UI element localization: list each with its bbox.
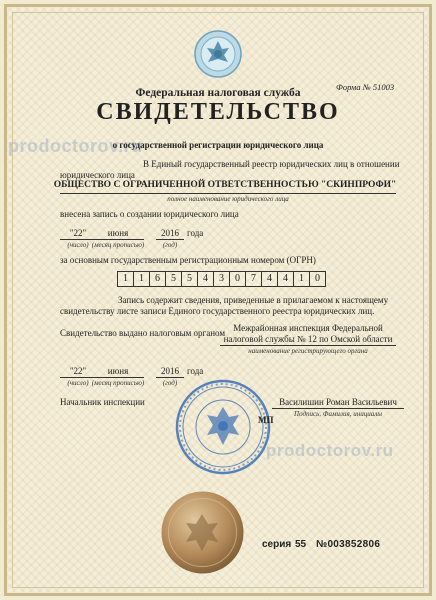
- official-stamp-icon: [173, 377, 273, 477]
- authority-caption: наименование регистрирующего органа: [248, 347, 368, 355]
- ogrn-number: [117, 271, 325, 287]
- fns-emblem-icon: [193, 29, 243, 79]
- creation-day-line: [60, 239, 96, 240]
- issue-month-line: [92, 377, 144, 378]
- authority-line-2: налоговой службы № 12 по Омской области: [223, 334, 393, 344]
- authority-line-1: Межрайонная инспекция Федеральной: [233, 323, 383, 333]
- creation-day-caption: (число): [67, 241, 89, 249]
- head-title: Начальник инспекции: [60, 397, 145, 407]
- creation-month: июня: [107, 228, 129, 238]
- ogrn-digit: 4: [277, 271, 294, 287]
- issue-year-caption: (год): [162, 379, 178, 387]
- issued-by-label: Свидетельство выдано налоговым органом: [60, 328, 226, 338]
- document-title: СВИДЕТЕЛЬСТВО: [96, 99, 340, 125]
- series-code: 55: [295, 539, 307, 550]
- watermark-top: prodoctorov.ru: [8, 136, 143, 156]
- hologram-seal-icon: [160, 490, 245, 575]
- note-line-1: Запись содержит сведения, приведенные в прилагаемом к настоящему: [118, 295, 389, 305]
- series-number: №003852806: [316, 539, 381, 550]
- creation-day: "22": [69, 228, 87, 238]
- ogrn-digit: 0: [229, 271, 246, 287]
- seal-place-mark: МП: [258, 415, 274, 425]
- ogrn-digit: 1: [133, 271, 150, 287]
- series-label: серия: [262, 539, 292, 550]
- ogrn-digit: 1: [117, 271, 134, 287]
- watermark-bottom: prodoctorov.ru: [266, 441, 394, 460]
- intro-line-1: В Единый государственный реестр юридических лиц в отношении: [143, 159, 400, 169]
- issue-month: июня: [107, 366, 129, 376]
- document-subtitle: о государственной регистрации юридического лица: [112, 140, 324, 150]
- company-name: ОБЩЕСТВО С ОГРАНИЧЕННОЙ ОТВЕТСТВЕННОСТЬЮ "СКИНПРОФИ": [53, 180, 397, 190]
- ogrn-digit: 3: [213, 271, 230, 287]
- issue-day: "22": [69, 366, 87, 376]
- creation-month-line: [92, 239, 144, 240]
- ogrn-digit: 6: [149, 271, 166, 287]
- ogrn-digit: 5: [181, 271, 198, 287]
- signer-caption: Подпись, Фамилия, инициалы: [294, 410, 382, 418]
- creation-year-line: [156, 239, 184, 240]
- issue-year-suffix: года: [187, 366, 204, 376]
- creation-year: 2016: [161, 228, 179, 238]
- service-name: Федеральная налоговая служба: [135, 87, 301, 99]
- issue-month-caption: (месяц прописью): [91, 379, 145, 387]
- form-number: Форма № 51003: [336, 82, 395, 92]
- intro-line-2: юридического лица: [60, 170, 135, 180]
- company-caption: полное наименование юридического лица: [167, 195, 289, 203]
- creation-year-caption: (год): [162, 241, 178, 249]
- issue-year: 2016: [161, 366, 179, 376]
- company-underline: [60, 193, 396, 194]
- ogrn-digit: 0: [309, 271, 326, 287]
- ogrn-digit: 7: [245, 271, 262, 287]
- ogrn-digit: 5: [165, 271, 182, 287]
- authority-underline: [220, 345, 396, 346]
- issue-day-line: [60, 377, 96, 378]
- creation-year-suffix: года: [187, 228, 204, 238]
- issue-day-caption: (число): [67, 379, 89, 387]
- ogrn-digit: 4: [261, 271, 278, 287]
- creation-month-caption: (месяц прописью): [91, 241, 145, 249]
- note-line-2: свидетельству листе записи Единого государственного реестра юридических лиц.: [60, 306, 375, 316]
- signer-name: Василишин Роман Васильевич: [279, 397, 397, 407]
- signer-underline: [272, 408, 404, 409]
- ogrn-label: за основным государственным регистрационным номером (ОГРН): [60, 255, 316, 265]
- entry-text: внесена запись о создании юридического лица: [60, 209, 239, 219]
- ogrn-digit: 1: [293, 271, 310, 287]
- ogrn-digit: 4: [197, 271, 214, 287]
